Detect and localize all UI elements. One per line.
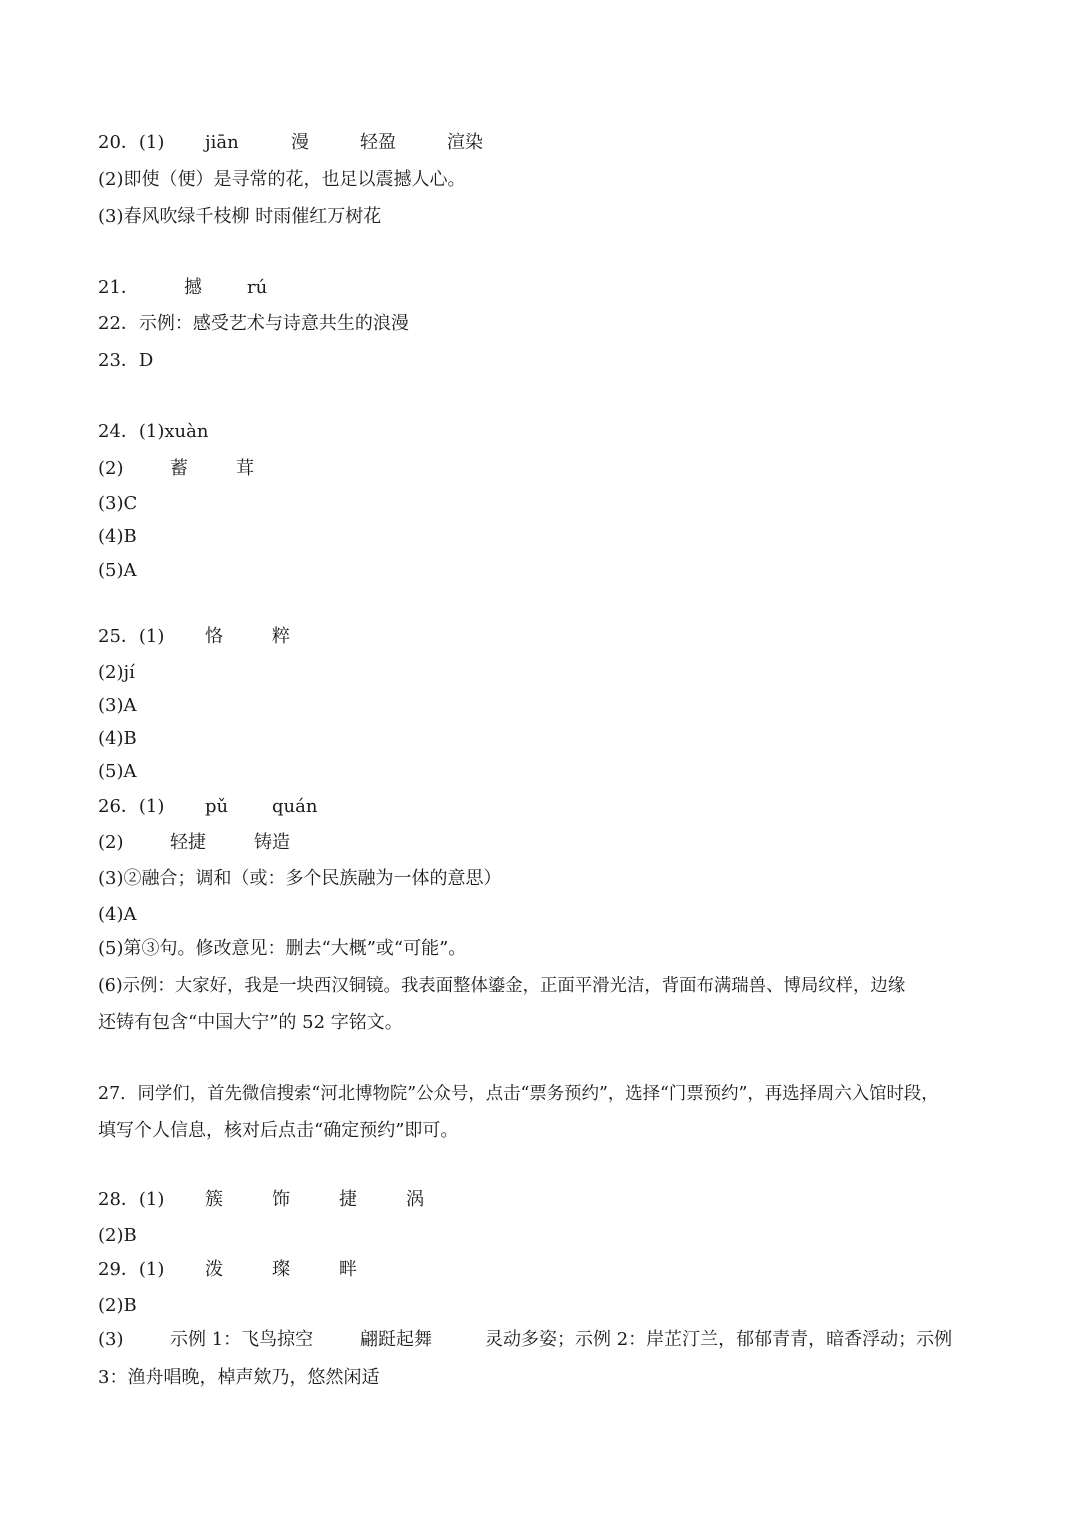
q24-line1: 24．(1)xuàn [98, 421, 209, 442]
q27-line1: 27．同学们，首先微信搜索“河北博物院”公众号，点击“票务预约”，选择“门票预约”，再选择周六入馆时段， [98, 1084, 939, 1104]
q25-answer-1: 恪 [205, 626, 223, 647]
q25-line1 [98, 625, 290, 649]
q28-number: 28．(1) [98, 1189, 165, 1210]
q26-answer-2: quán [272, 796, 318, 817]
q20-line2: (2)即使（便）是寻常的花，也足以震撼人心。 [98, 169, 466, 190]
q28-answer-2: 饰 [272, 1189, 290, 1210]
q29-line1 [98, 1258, 357, 1282]
q27-line2: 填写个人信息，核对后点击“确定预约”即可。 [98, 1120, 459, 1141]
q29-part3-example-1b: 翩跹起舞 [360, 1329, 432, 1350]
q25-line5: (5)A [98, 761, 137, 782]
q28-answer-1: 簇 [205, 1189, 223, 1210]
q26-line1 [98, 795, 317, 819]
q29-part3-example-1c: 灵动多姿；示例 2：岸芷汀兰，郁郁青青，暗香浮动；示例 [485, 1329, 953, 1350]
q23-line: 23．D [98, 350, 154, 371]
q26-line5: (5)第③句。修改意见：删去“大概”或“可能”。 [98, 938, 467, 959]
q26-number: 26．(1) [98, 796, 165, 817]
q25-line2: (2)jí [98, 662, 135, 683]
q26-part2-answer-2: 铸造 [254, 832, 290, 853]
q20-line1 [98, 131, 483, 155]
q28-line1 [98, 1188, 424, 1212]
q20-answer-4: 渲染 [447, 132, 483, 153]
q26-line4: (4)A [98, 904, 137, 925]
q24-line3: (3)C [98, 493, 138, 514]
q20-answer-2: 漫 [291, 132, 309, 153]
q25-line4: (4)B [98, 728, 137, 749]
q24-part2-label: (2) [98, 458, 124, 479]
q28-answer-3: 捷 [339, 1189, 357, 1210]
q29-line2: (2)B [98, 1295, 137, 1316]
q29-number: 29．(1) [98, 1259, 165, 1280]
q28-answer-4: 涡 [406, 1189, 424, 1210]
q28-line2: (2)B [98, 1225, 137, 1246]
q26-part2-label: (2) [98, 832, 124, 853]
q29-line3 [98, 1328, 952, 1352]
q29-answer-1: 泼 [205, 1259, 223, 1280]
q21-answer-2: rú [247, 277, 268, 298]
q29-answer-2: 璨 [272, 1259, 290, 1280]
q22-line: 22．示例：感受艺术与诗意共生的浪漫 [98, 313, 409, 334]
q20-answer-1: jiān [205, 132, 239, 153]
q24-part2-answer-2: 茸 [236, 458, 254, 479]
q29-answer-3: 畔 [339, 1259, 357, 1280]
q21-answer-1: 撼 [184, 277, 202, 298]
q24-line5: (5)A [98, 560, 137, 581]
q26-answer-1: pǔ [205, 796, 229, 817]
q24-part2-answer-1: 蓄 [170, 458, 188, 479]
q29-line4: 3：渔舟唱晚，棹声欸乃，悠然闲适 [98, 1367, 380, 1388]
q26-line6: (6)示例：大家好，我是一块西汉铜镜。我表面整体鎏金，正面平滑光洁，背面布满瑞兽、博局纹样，边缘 [98, 976, 906, 996]
q24-line2 [98, 457, 254, 481]
q26-line2 [98, 831, 290, 855]
q26-line7: 还铸有包含“中国大宁”的 52 字铭文。 [98, 1012, 403, 1033]
q20-number: 20．(1) [98, 132, 165, 153]
q24-line4: (4)B [98, 526, 137, 547]
q20-answer-3: 轻盈 [360, 132, 396, 153]
q25-answer-2: 粹 [272, 626, 290, 647]
q26-part2-answer-1: 轻捷 [170, 832, 206, 853]
q21-number: 21． [98, 277, 139, 298]
q20-line3: (3)春风吹绿千枝柳 时雨催红万树花 [98, 206, 382, 227]
q25-number: 25．(1) [98, 626, 165, 647]
q29-part3-example-1: 示例 1：飞鸟掠空 [170, 1329, 314, 1350]
q25-line3: (3)A [98, 695, 137, 716]
q29-part3-label: (3) [98, 1329, 124, 1350]
q26-line3: (3)②融合；调和（或：多个民族融为一体的意思） [98, 868, 502, 889]
q21-line [98, 276, 267, 300]
